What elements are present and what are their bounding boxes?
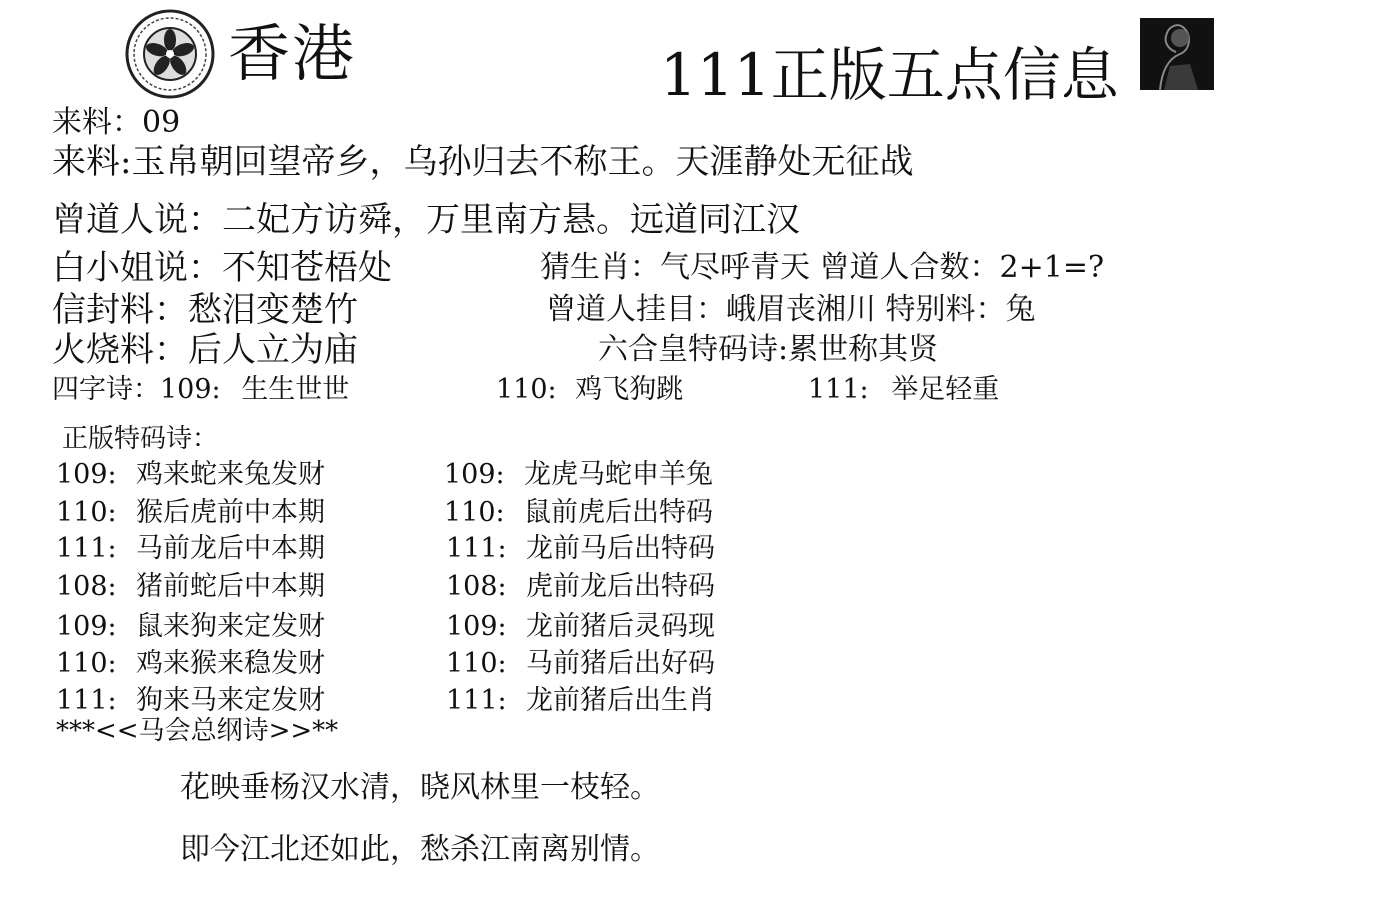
info-line-3: 曾道人说：二妃方访舜，万里南方悬。远道同江汉: [52, 200, 800, 240]
info-line-2: 来料:玉帛朝回望帝乡，乌孙归去不称王。天涯静处无征战: [52, 142, 914, 182]
tema-left-row: [56, 490, 325, 529]
sizi-item-3: [808, 367, 999, 406]
tema-right-row: [446, 641, 715, 680]
brand-title: 香港: [228, 17, 357, 90]
tema-left-text: 鼠来狗来定发财: [136, 611, 325, 642]
tema-left-num: 111:: [56, 685, 117, 716]
info-line-4-left: 白小姐说：不知苍梧处: [52, 248, 392, 288]
sizi-text-1: 生生世世: [241, 374, 350, 405]
sizi-label: 四字诗：: [52, 374, 160, 405]
tema-right-num: 109:: [446, 611, 507, 642]
tema-right-row: [446, 564, 715, 603]
tema-right-num: 110:: [446, 648, 507, 679]
page-headline: 111正版五点信息: [660, 41, 1119, 109]
sizi-item-2: [496, 367, 683, 406]
sizi-num-1: 109:: [160, 374, 221, 405]
info-line-6-left: 火烧料：后人立为庙: [52, 330, 358, 370]
tema-right-row: [446, 678, 715, 717]
sizi-text-2: 鸡飞狗跳: [575, 374, 684, 405]
tema-right-num: 111:: [446, 533, 507, 564]
tema-right-text: 马前猪后出好码: [526, 648, 715, 679]
poem-line-2: 即今江北还如此，愁杀江南离别情。: [180, 832, 660, 867]
tema-right-row: [446, 526, 715, 565]
tema-right-text: 龙虎马蛇申羊兔: [524, 459, 713, 490]
tema-right-num: 111:: [446, 685, 507, 716]
tema-left-text: 鸡来猴来稳发财: [136, 648, 325, 679]
tema-left-num: 110:: [56, 497, 117, 528]
tema-left-num: 111:: [56, 533, 117, 564]
info-line-5-right: 曾道人挂目：峨眉丧湘川 特别料：兔: [546, 292, 1036, 327]
tema-left-text: 猪前蛇后中本期: [136, 571, 325, 602]
tema-right-row: [444, 452, 713, 491]
info-line-5-left: 信封料：愁泪变楚竹: [52, 290, 358, 330]
tema-left-num: 110:: [56, 648, 117, 679]
tema-left-row: [56, 604, 325, 643]
tema-right-row: [446, 604, 715, 643]
poem-line-1: 花映垂杨汉水清，晓风林里一枝轻。: [180, 770, 660, 805]
tema-left-num: 109:: [56, 611, 117, 642]
tema-right-text: 龙前猪后灵码现: [526, 611, 715, 642]
sizi-row: [52, 367, 349, 406]
info-line-1: 来料：09: [52, 105, 181, 140]
tema-right-num: 110:: [444, 497, 505, 528]
poem-title: ***<<马会总纲诗>>**: [56, 716, 339, 746]
tema-right-num: 108:: [446, 571, 507, 602]
tema-left-num: 108:: [56, 571, 117, 602]
tema-left-row: [56, 641, 325, 680]
tema-left-text: 马前龙后中本期: [136, 533, 325, 564]
tema-title: 正版特码诗：: [62, 424, 219, 454]
tema-left-row: [56, 452, 325, 491]
tema-left-num: 109:: [56, 459, 117, 490]
info-line-4-right: 猜生肖：气尽呼青天 曾道人合数：2+1=?: [540, 250, 1105, 285]
sizi-num-2: 110:: [496, 374, 557, 405]
tema-right-text: 龙前马后出特码: [526, 533, 715, 564]
tema-left-row: [56, 526, 325, 565]
tema-right-row: [444, 490, 713, 529]
tema-right-text: 龙前猪后出生肖: [526, 685, 715, 716]
hong-kong-emblem-icon: [124, 8, 216, 100]
tema-left-row: [56, 564, 325, 603]
tema-left-text: 狗来马来定发财: [136, 685, 325, 716]
tema-right-text: 鼠前虎后出特码: [524, 497, 713, 528]
tema-right-text: 虎前龙后出特码: [526, 571, 715, 602]
info-line-6-right: 六合皇特码诗:累世称其贤: [598, 332, 939, 367]
tema-left-text: 猴后虎前中本期: [136, 497, 325, 528]
sizi-num-3: 111:: [808, 374, 869, 405]
tema-left-text: 鸡来蛇来兔发财: [136, 459, 325, 490]
sizi-text-3: 举足轻重: [891, 374, 1000, 405]
tema-right-num: 109:: [444, 459, 505, 490]
portrait-image: [1140, 18, 1214, 90]
